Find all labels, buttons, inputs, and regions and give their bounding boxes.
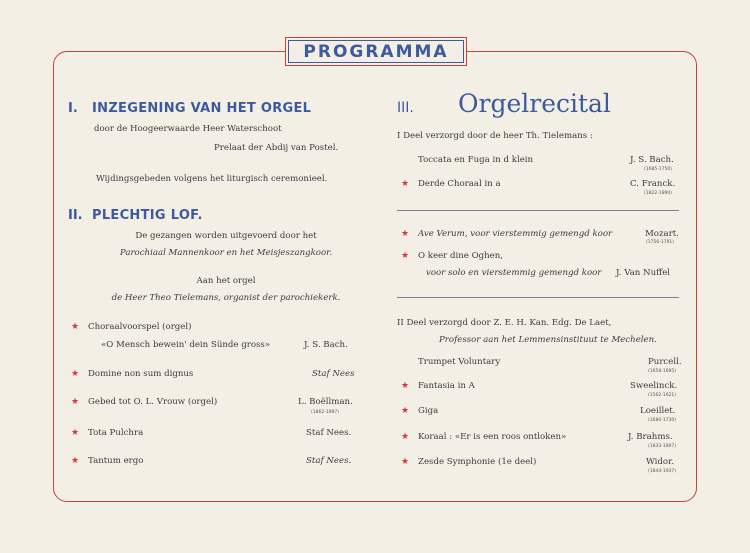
star-icon: ★	[71, 322, 80, 332]
item-composer: J. Van Nuffel	[616, 268, 671, 278]
star-icon: ★	[401, 251, 410, 261]
star-icon: ★	[401, 457, 410, 467]
star-icon: ★	[71, 456, 80, 466]
item-composer: Staf Nees.	[306, 428, 352, 438]
section-2-number: II.	[68, 208, 83, 223]
divider	[397, 210, 679, 211]
item-years: (1680-1730)	[648, 418, 677, 423]
item-years: (1658-1695)	[648, 369, 677, 374]
item-years: (1822-1890)	[644, 191, 673, 196]
item-composer: L. Boëllman.	[298, 397, 353, 407]
item-title: Fantasia in A	[418, 381, 475, 391]
item-subtitle: «O Mensch bewein' dein Sünde gross»	[101, 340, 271, 350]
section-2-line-4: de Heer Theo Tielemans, organist der parochiekerk.	[111, 293, 341, 303]
star-icon: ★	[401, 406, 410, 416]
item-composer: Sweelinck.	[630, 381, 678, 391]
item-years: (1833-1897)	[648, 444, 677, 449]
item-title: Tota Pulchra	[88, 428, 144, 438]
item-composer: Mozart.	[645, 229, 679, 239]
item-title: Zesde Symphonie (1e deel)	[418, 457, 537, 467]
part-2-intro-1: II Deel verzorgd door Z. E. H. Kan. Edg. De Laet,	[397, 318, 612, 328]
item-composer: Staf Nees.	[306, 456, 352, 466]
page-title: PROGRAMMA	[303, 41, 449, 62]
item-title: Koraal : «Er is een roos ontloken»	[418, 432, 567, 442]
item-composer: C. Franck.	[630, 179, 676, 189]
item-years: (1562-1621)	[648, 393, 677, 398]
section-1-line-1: door de Hoogeerwaarde Heer Waterschoot	[94, 124, 282, 134]
item-composer: Widor.	[646, 457, 675, 467]
section-2-line-2: Parochiaal Mannenkoor en het Meisjeszangkoor.	[119, 248, 333, 258]
section-2-title: PLECHTIG LOF.	[92, 208, 203, 223]
item-title: O keer dine Oghen,	[418, 251, 504, 261]
star-icon: ★	[71, 428, 80, 438]
item-composer: Purcell.	[648, 357, 682, 367]
star-icon: ★	[71, 397, 80, 407]
item-title: Derde Choraal in a	[418, 179, 501, 189]
item-title: Ave Verum, voor vierstemmig gemengd koor	[418, 229, 613, 239]
section-1-line-3: Wijdingsgebeden volgens het liturgisch ceremonieel.	[96, 174, 328, 184]
item-title: Trumpet Voluntary	[418, 357, 501, 367]
item-title: Giga	[418, 406, 439, 416]
star-icon: ★	[401, 229, 410, 239]
item-years: (1756-1791)	[646, 240, 675, 245]
section-1-line-2: Prelaat der Abdij van Postel.	[214, 143, 339, 153]
item-composer: Loeillet.	[640, 406, 676, 416]
item-composer: J. Brahms.	[628, 432, 673, 442]
item-years: (1862-1897)	[311, 410, 340, 415]
part-1-intro: I Deel verzorgd door de heer Th. Tielemans :	[397, 131, 593, 141]
item-subtitle: voor solo en vierstemmig gemengd koor	[426, 268, 602, 278]
item-title: Choraalvoorspel (orgel)	[88, 322, 192, 332]
item-title: Toccata en Fuga in d klein	[418, 155, 534, 165]
item-title: Gebed tot O. L. Vrouw (orgel)	[88, 397, 218, 407]
item-title: Domine non sum dignus	[88, 369, 194, 379]
section-2-line-1: De gezangen worden uitgevoerd door het	[135, 231, 317, 241]
section-3-number: III.	[397, 100, 414, 116]
section-3-title: Orgelrecital	[458, 89, 611, 118]
item-years: (1844-1937)	[648, 469, 677, 474]
item-composer: Staf Nees	[312, 369, 355, 379]
star-icon: ★	[401, 381, 410, 391]
star-icon: ★	[401, 179, 410, 189]
star-icon: ★	[71, 369, 80, 379]
section-1-title: INZEGENING VAN HET ORGEL	[92, 101, 312, 116]
part-2-intro-2: Professor aan het Lemmensinstituut te Mechelen.	[439, 335, 657, 345]
star-icon: ★	[401, 432, 410, 442]
section-2-line-3: Aan het orgel	[196, 276, 256, 286]
section-1-number: I.	[68, 101, 78, 116]
item-title: Tantum ergo	[88, 456, 144, 466]
item-composer: J. S. Bach.	[630, 155, 674, 165]
item-years: (1685-1750)	[644, 167, 673, 172]
title-box	[285, 37, 467, 66]
item-composer: J. S. Bach.	[304, 340, 348, 350]
divider	[397, 297, 679, 298]
